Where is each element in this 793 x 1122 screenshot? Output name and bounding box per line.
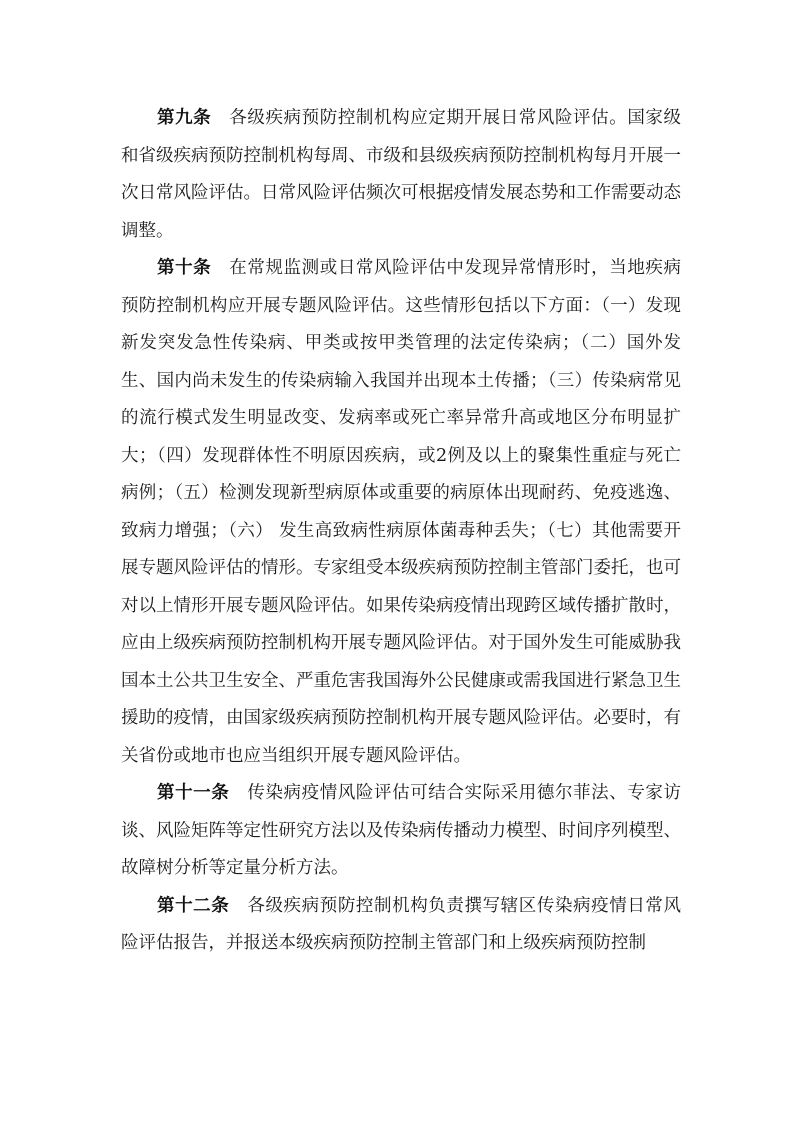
document-body [121,100,681,963]
article-12-text: 各级疾病预防控制机构负责撰写辖区传染病疫情日常风险评估报告，并报送本级疾病预防控制主管部门和上级疾病预防控制 [121,895,682,953]
article-10-number: 第十条 [157,258,212,278]
article-11 [121,775,681,888]
article-9 [121,100,681,250]
article-12 [121,888,681,963]
article-9-text: 各级疾病预防控制机构应定期开展日常风险评估。国家级和省级疾病预防控制机构每周、市级和县级疾病预防控制机构每月开展一次日常风险评估。日常风险评估频次可根据疫情发展态势和工作需要动态调整。 [121,108,682,241]
article-12-number: 第十二条 [157,895,230,916]
article-9-number: 第九条 [157,108,212,128]
article-10-text: 在常规监测或日常风险评估中发现异常情形时，当地疾病预防控制机构应开展专题风险评估。这些情形包括以下方面：（一）发现新发突发急性传染病、甲类或按甲类管理的法定传染病；（二）国外发生、国内尚未发生的传染病输入我国并出现本土传播；（三）传染病常见的流行模式发生明显改变、发病率或死亡率异常升高或地区分布明显扩大；（四）发现群体性不明原因疾病，或2例及以上的聚集性重症与死亡病例；（五）检测发现新型病原体或重要的病原体出现耐药、免疫逃逸、致病力增强；（六） 发生高致病性病原体菌毒种丢失；（七）其他需要开展专题风险评估的情形。专家组受本级疾病预防控制主管部门委托，也可对以上情形开展专题风险评估。如果传染病疫情出现跨区域传播扩散时，应由上级疾病预防控制机构开展专题风险评估。对于国外发生可能威胁我国本土公共卫生安全、严重危害我国海外公民健康或需我国进行紧急卫生援助的疫情，由国家级疾病预防控制机构开展专题风险评估。必要时，有关省份或地市也应当组织开展专题风险评估。 [121,258,682,766]
article-10 [121,250,681,775]
article-11-text: 传染病疫情风险评估可结合实际采用德尔菲法、专家访谈、风险矩阵等定性研究方法以及传染病传播动力模型、时间序列模型、故障树分析等定量分析方法。 [121,783,682,878]
article-11-number: 第十一条 [157,783,230,803]
